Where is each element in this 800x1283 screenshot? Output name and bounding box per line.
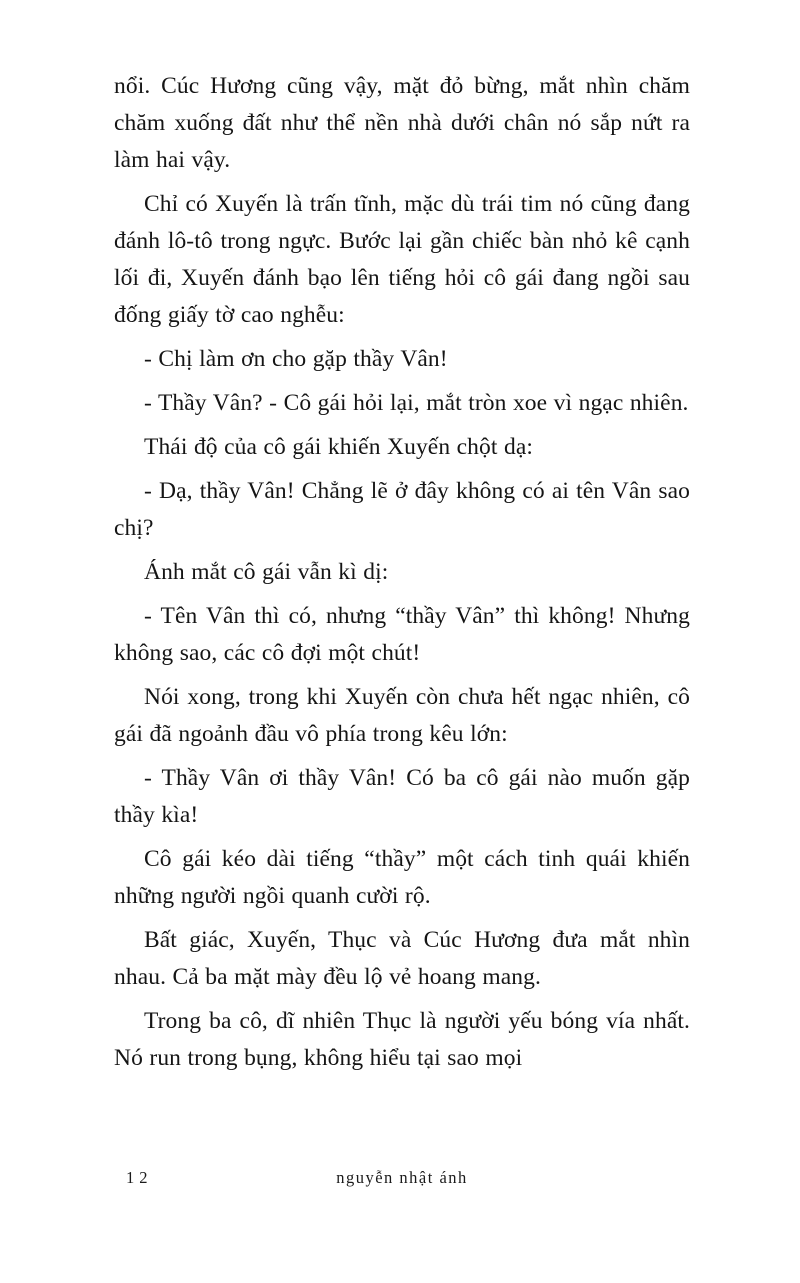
footer-author: nguyễn nhật ánh — [336, 1168, 468, 1187]
paragraph: nổi. Cúc Hương cũng vậy, mặt đỏ bừng, mắt nhìn chăm chăm xuống đất như thể nền nhà dưới chân nó sắp nứt ra làm hai vậy. — [114, 73, 690, 173]
paragraph: Bất giác, Xuyến, Thục và Cúc Hương đưa mắt nhìn nhau. Cả ba mặt mày đều lộ vẻ hoang mang. — [114, 927, 690, 990]
paragraph: - Dạ, thầy Vân! Chẳng lẽ ở đây không có ai tên Vân sao chị? — [114, 478, 690, 541]
paragraph: Cô gái kéo dài tiếng “thầy” một cách tinh quái khiến những người ngồi quanh cười rộ. — [114, 846, 690, 909]
paragraph: Trong ba cô, dĩ nhiên Thục là người yếu bóng vía nhất. Nó run trong bụng, không hiểu tại sao mọi — [114, 1008, 690, 1071]
page-number: 12 — [126, 1168, 153, 1187]
paragraph: - Thầy Vân ơi thầy Vân! Có ba cô gái nào muốn gặp thầy kìa! — [114, 765, 690, 828]
paragraph: Chỉ có Xuyến là trấn tĩnh, mặc dù trái tim nó cũng đang đánh lô-tô trong ngực. Bước lại gần chiếc bàn nhỏ kê cạnh lối đi, Xuyến đánh bạo lên tiếng hỏi cô gái đang ngồi sau đống giấy tờ cao nghễu: — [114, 191, 690, 328]
paragraph: - Thầy Vân? - Cô gái hỏi lại, mắt tròn xoe vì ngạc nhiên. — [144, 390, 689, 416]
paragraph: Thái độ của cô gái khiến Xuyến chột dạ: — [144, 434, 533, 460]
paragraph: - Chị làm ơn cho gặp thầy Vân! — [144, 346, 448, 372]
paragraph: Nói xong, trong khi Xuyến còn chưa hết ngạc nhiên, cô gái đã ngoảnh đầu vô phía trong kêu lớn: — [114, 684, 690, 747]
page-text-block — [114, 68, 690, 1084]
paragraph: - Tên Vân thì có, nhưng “thầy Vân” thì không! Nhưng không sao, các cô đợi một chút! — [114, 603, 690, 666]
paragraph: Ánh mắt cô gái vẫn kì dị: — [144, 559, 389, 585]
page-footer — [114, 1168, 690, 1194]
